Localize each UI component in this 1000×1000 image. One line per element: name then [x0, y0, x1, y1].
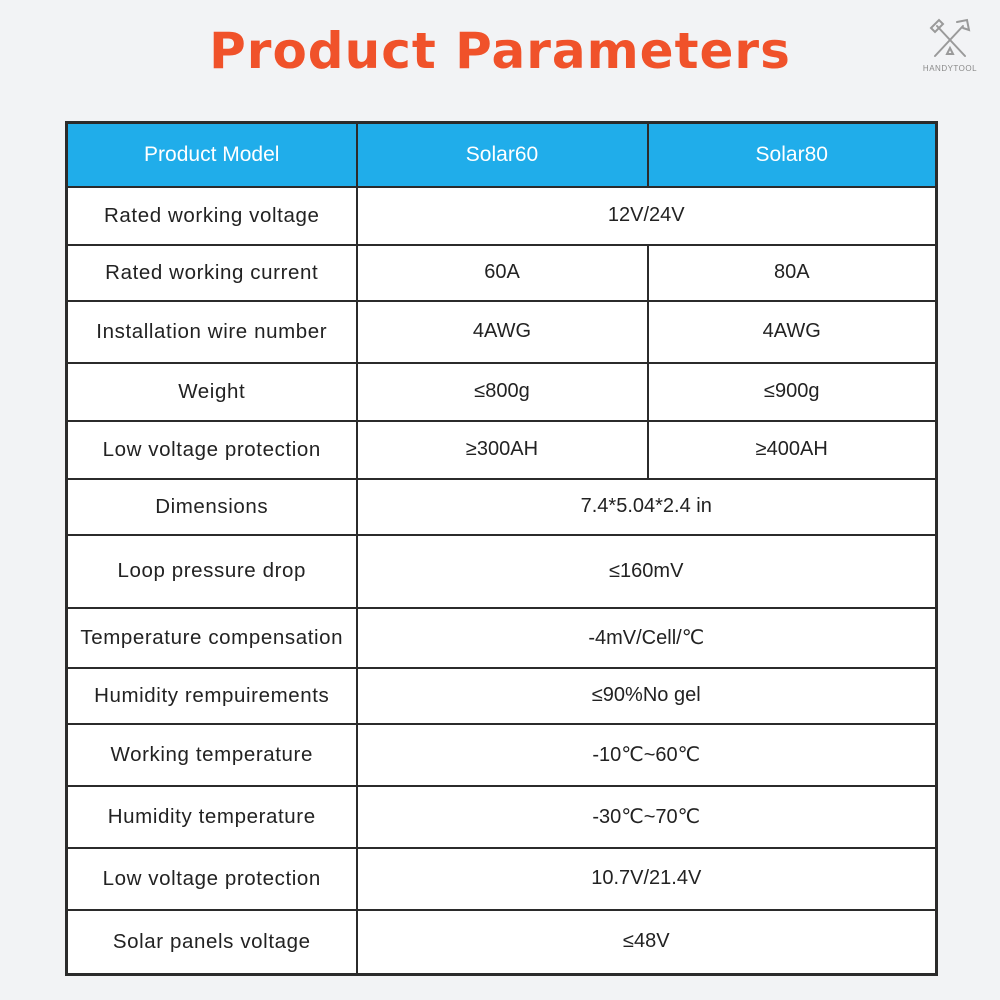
row-value: -10℃~60℃: [357, 724, 937, 786]
row-value: -30℃~70℃: [357, 786, 937, 848]
table-row: [67, 187, 937, 245]
row-label: Low voltage protection: [67, 421, 357, 479]
table-header-row: [67, 123, 937, 187]
row-label: Temperature compensation: [67, 608, 357, 668]
row-value: ≤900g: [648, 363, 937, 421]
table-row: [67, 786, 937, 848]
row-value: 12V/24V: [357, 187, 937, 245]
row-value: 4AWG: [357, 301, 648, 363]
table-row: [67, 479, 937, 535]
row-label: Rated working current: [67, 245, 357, 301]
header-cell: Solar80: [648, 123, 937, 187]
crossed-hammer-icon: [927, 16, 973, 62]
logo-text: HANDYTOOL: [922, 64, 978, 73]
table-row: [67, 301, 937, 363]
row-value: ≥300AH: [357, 421, 648, 479]
row-value: ≤90%No gel: [357, 668, 937, 724]
row-label: Low voltage protection: [67, 848, 357, 910]
row-value: 7.4*5.04*2.4 in: [357, 479, 937, 535]
row-label: Humidity rempuirements: [67, 668, 357, 724]
row-label: Humidity temperature: [67, 786, 357, 848]
page-title: Product Parameters: [209, 22, 791, 80]
row-label: Working temperature: [67, 724, 357, 786]
header-cell: Solar60: [357, 123, 648, 187]
table-row: [67, 245, 937, 301]
row-value: 60A: [357, 245, 648, 301]
table-row: [67, 363, 937, 421]
table-row: [67, 848, 937, 910]
table-row: [67, 608, 937, 668]
row-value: ≥400AH: [648, 421, 937, 479]
parameters-table: [65, 121, 935, 975]
table-row: [67, 724, 937, 786]
brand-logo: [914, 16, 986, 96]
row-value: 10.7V/21.4V: [357, 848, 937, 910]
table-row: [67, 668, 937, 724]
table-row: [67, 910, 937, 975]
row-label: Installation wire number: [67, 301, 357, 363]
row-value: ≤160mV: [357, 535, 937, 608]
row-value: -4mV/Cell/℃: [357, 608, 937, 668]
row-value: 80A: [648, 245, 937, 301]
row-label: Solar panels voltage: [67, 910, 357, 975]
row-label: Loop pressure drop: [67, 535, 357, 608]
row-value: 4AWG: [648, 301, 937, 363]
header-cell: Product Model: [67, 123, 357, 187]
row-label: Rated working voltage: [67, 187, 357, 245]
row-value: ≤800g: [357, 363, 648, 421]
row-label: Dimensions: [67, 479, 357, 535]
table-row: [67, 421, 937, 479]
table-row: [67, 535, 937, 608]
row-value: ≤48V: [357, 910, 937, 975]
row-label: Weight: [67, 363, 357, 421]
